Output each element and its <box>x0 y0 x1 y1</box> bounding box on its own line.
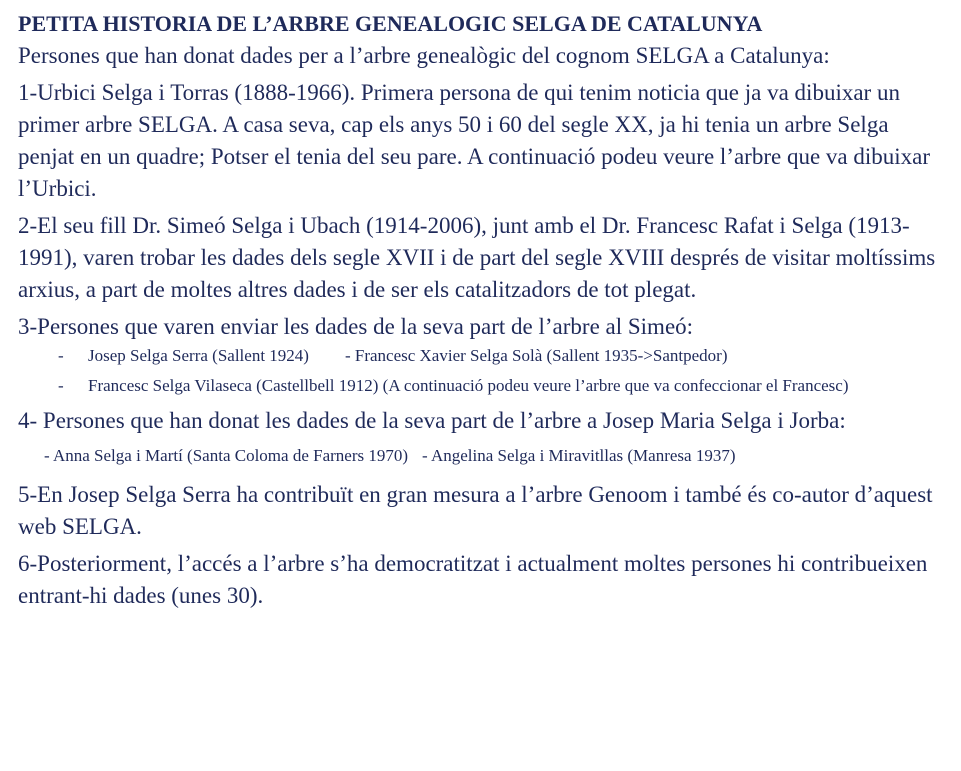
paragraph-1: 1-Urbici Selga i Torras (1888-1966). Primera persona de qui tenim noticia que ja va dibuixar un primer arbre SELGA. A casa seva, cap els anys 50 i 60 del segle XX, ja hi tenia un arbre Selga penjat en un quadre; Potser el tenia del seu pare. A continuació podeu veure l’arbre que va dibuixar l’Urbici. <box>18 80 931 201</box>
paragraph-2: 2-El seu fill Dr. Simeó Selga i Ubach (1914-2006), junt amb el Dr. Francesc Rafat i Selga (1913-1991), varen trobar les dades dels segle XVII i de part del segle XVIII després de visitar moltíssims arxius, a part de moltes altres dades i de ser els catalitzadors de tot plegat. <box>18 213 936 302</box>
contributor-angelina-selga-i-miravitllas: - Angelina Selga i Miravitllas (Manresa 1937) <box>422 446 736 465</box>
list-item <box>18 345 948 367</box>
list-dash: - <box>58 376 64 395</box>
list-dash: - <box>58 346 64 365</box>
paragraph-3: 3-Persones que varen enviar les dades de la seva part de l’arbre al Simeó: <box>18 314 694 339</box>
contributor-anna-selga-i-marti: - Anna Selga i Martí (Santa Coloma de Farners 1970) <box>44 446 409 465</box>
paragraph-6: 6-Posteriorment, l’accés a l’arbre s’ha democratitzat i actualment moltes persones hi contribueixen entrant-hi dades (unes 30). <box>18 551 928 608</box>
contributor-josep-selga-serra: Josep Selga Serra (Sallent 1924) <box>88 346 309 365</box>
contributor-francesc-xavier-selga-sola: - Francesc Xavier Selga Solà (Sallent 1935->Santpedor) <box>344 346 728 365</box>
contributor-francesc-selga-vilaseca: Francesc Selga Vilaseca (Castellbell 1912) (A continuació podeu veure l’arbre que va confeccionar el Francesc) <box>88 376 849 395</box>
document-page <box>18 10 948 617</box>
paragraph-4: 4- Persones que han donat les dades de la seva part de l’arbre a Josep Maria Selga i Jorba: <box>18 408 846 433</box>
list-item <box>18 375 948 397</box>
document-title: PETITA HISTORIA DE L’ARBRE GENEALOGIC SELGA DE CATALUNYA <box>18 11 763 36</box>
contributors-list-josep-maria <box>44 445 948 467</box>
intro-paragraph: Persones que han donat dades per a l’arbre genealògic del cognom SELGA a Catalunya: <box>18 43 830 68</box>
contributors-list-simeo <box>18 345 948 397</box>
paragraph-5: 5-En Josep Selga Serra ha contribuït en gran mesura a l’arbre Genoom i també és co-autor d’aquest web SELGA. <box>18 482 933 539</box>
